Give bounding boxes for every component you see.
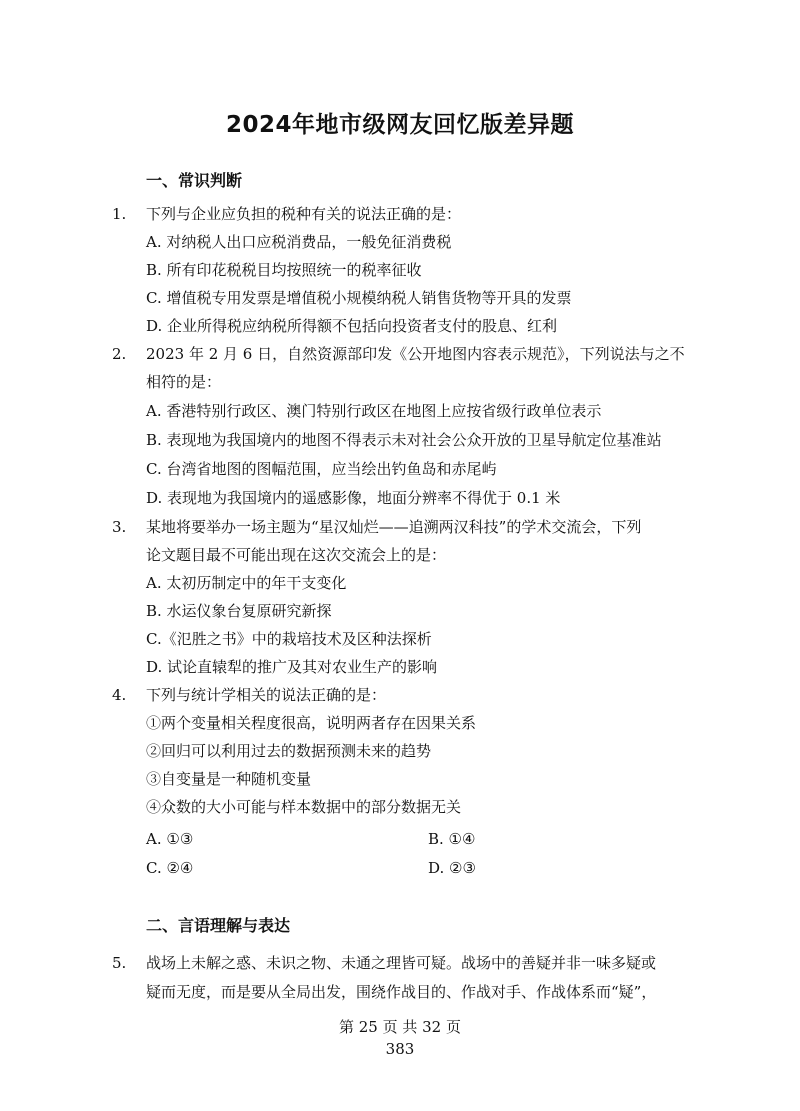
page-title: 2024年地市级网友回忆版差异题	[225, 112, 574, 138]
option-b: B. 水运仪象台复原研究新探	[146, 602, 332, 620]
page-number: 383	[385, 1040, 415, 1058]
option-b: B. ①④	[428, 830, 476, 848]
question-stem: 2023 年 2 月 6 日，自然资源部印发《公开地图内容表示规范》，下列说法与之不	[146, 345, 685, 363]
option-a: A. 香港特别行政区、澳门特别行政区在地图上应按省级行政单位表示	[146, 402, 602, 420]
option-c: C.《氾胜之书》中的栽培技术及区种法探析	[146, 630, 432, 648]
option-d: D. 企业所得税应纳税所得额不包括向投资者支付的股息、红利	[146, 317, 558, 335]
question-number: 4.	[112, 686, 127, 704]
option-b: B. 表现地为我国境内的地图不得表示未对社会公众开放的卫星导航定位基准站	[146, 431, 662, 449]
option-d: D. ②③	[428, 859, 476, 877]
statement-4: ④众数的大小可能与样本数据中的部分数据无关	[146, 798, 462, 816]
question-passage-continued: 疑而无度，而是要从全局出发，围绕作战目的、作战对手、作战体系而“疑”，	[146, 983, 657, 1001]
option-d: D. 试论直辕犁的推广及其对农业生产的影响	[146, 658, 438, 676]
option-c: C. ②④	[146, 859, 194, 877]
question-number: 1.	[112, 205, 127, 223]
question-stem: 下列与统计学相关的说法正确的是：	[146, 686, 387, 704]
question-passage: 战场上未解之惑、未识之物、未通之理皆可疑。战场中的善疑并非一味多疑或	[146, 954, 657, 972]
section-heading-common-sense: 一、常识判断	[146, 171, 243, 190]
page-indicator: 第 25 页 共 32 页	[338, 1018, 461, 1036]
option-a: A. 太初历制定中的年干支变化	[146, 574, 347, 592]
option-b: B. 所有印花税税目均按照统一的税率征收	[146, 261, 422, 279]
statement-3: ③自变量是一种随机变量	[146, 770, 312, 788]
question-stem: 下列与企业应负担的税种有关的说法正确的是：	[146, 205, 462, 223]
question-stem-continued: 论文题目最不可能出现在这次交流会上的是：	[146, 546, 447, 564]
statement-2: ②回归可以利用过去的数据预测未来的趋势	[146, 742, 432, 760]
question-number: 2.	[112, 345, 127, 363]
question-number: 5.	[112, 954, 127, 972]
option-a: A. ①③	[146, 830, 194, 848]
question-number: 3.	[112, 518, 127, 536]
section-heading-language: 二、言语理解与表达	[146, 916, 291, 935]
option-d: D. 表现地为我国境内的遥感影像，地面分辨率不得优于 0.1 米	[146, 489, 561, 507]
question-stem: 某地将要举办一场主题为“星汉灿烂——追溯两汉科技”的学术交流会，下列	[146, 518, 642, 536]
statement-1: ①两个变量相关程度很高，说明两者存在因果关系	[146, 714, 477, 732]
option-a: A. 对纳税人出口应税消费品，一般免征消费税	[146, 233, 452, 251]
question-stem-continued: 相符的是：	[146, 373, 222, 391]
option-c: C. 增值税专用发票是增值税小规模纳税人销售货物等开具的发票	[146, 289, 572, 307]
option-c: C. 台湾省地图的图幅范围，应当绘出钓鱼岛和赤尾屿	[146, 460, 497, 478]
